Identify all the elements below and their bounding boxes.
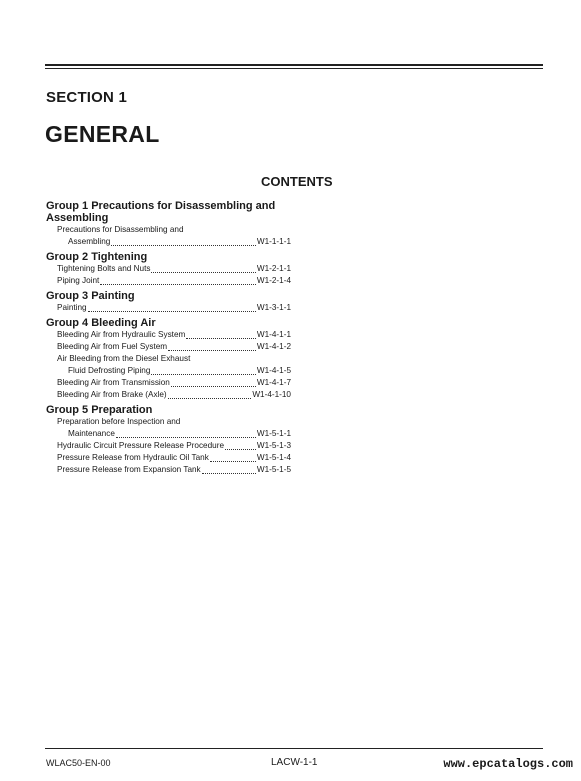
toc-entry-text: Bleeding Air from Brake (Axle) <box>57 390 167 399</box>
toc-entry <box>46 302 291 314</box>
toc-entry <box>46 464 291 476</box>
toc-leader-dots <box>151 272 256 273</box>
toc-entry <box>46 365 291 377</box>
toc-group <box>46 404 291 476</box>
toc-entry <box>46 329 291 341</box>
toc-group <box>46 200 291 248</box>
toc-entry <box>46 389 291 401</box>
toc-leader-dots <box>186 338 256 339</box>
toc-leader-dots <box>151 374 256 375</box>
toc-entry-page: W1-3-1-1 <box>256 303 291 312</box>
toc-entry-text: Tightening Bolts and Nuts <box>57 264 151 273</box>
toc-entry <box>46 353 291 365</box>
toc-entry <box>46 416 291 428</box>
toc-group-title: Group 3 Painting <box>46 290 135 302</box>
contents-heading: CONTENTS <box>261 174 333 189</box>
toc-entry <box>46 440 291 452</box>
toc-entry-text: Hydraulic Circuit Pressure Release Procedure <box>57 441 225 450</box>
toc-group-title: Group 4 Bleeding Air <box>46 317 156 329</box>
toc-entry <box>46 263 291 275</box>
toc-group <box>46 317 291 401</box>
toc-entry-page: W1-4-1-1 <box>256 330 291 339</box>
toc-entry-page: W1-5-1-4 <box>256 453 291 462</box>
watermark: www.epcatalogs.com <box>443 757 573 771</box>
toc-leader-dots <box>171 386 256 387</box>
toc-leader-dots <box>225 449 256 450</box>
section-title: GENERAL <box>45 121 160 147</box>
toc-entry <box>46 275 291 287</box>
top-rule-thin <box>45 68 543 69</box>
toc-leader-dots <box>210 461 256 462</box>
toc-entry-text: Bleeding Air from Fuel System <box>57 342 168 351</box>
toc-group-title: Group 5 Preparation <box>46 404 153 416</box>
toc-entry-page: W1-4-1-10 <box>252 390 291 399</box>
toc-group <box>46 251 291 287</box>
toc-leader-dots <box>168 398 251 399</box>
toc-entry-text: Bleeding Air from Hydraulic System <box>57 330 186 339</box>
toc-entry-page: W1-2-1-1 <box>256 264 291 273</box>
toc-leader-dots <box>116 437 256 438</box>
toc-entry-text: Maintenance <box>68 429 115 438</box>
toc-entry-page: W1-4-1-7 <box>256 378 291 387</box>
footer-doc-code: WLAC50-EN-00 <box>46 758 111 768</box>
toc-entry-text: Fluid Defrosting Piping <box>68 366 151 375</box>
toc-entry-page: W1-1-1-1 <box>256 237 291 246</box>
toc-entry <box>46 377 291 389</box>
toc-entry-page: W1-4-1-2 <box>256 342 291 351</box>
section-label: SECTION 1 <box>46 89 127 106</box>
toc-entry <box>46 452 291 464</box>
toc-entry-text: Pressure Release from Expansion Tank <box>57 465 201 474</box>
toc-entry <box>46 224 291 236</box>
toc-group-title: Group 1 Precautions for Disassembling and Assembling <box>46 200 276 224</box>
toc-entry-page: W1-5-1-1 <box>256 429 291 438</box>
toc-entry-text: Painting <box>57 303 87 312</box>
toc-entry-page: W1-5-1-5 <box>256 465 291 474</box>
toc-entry-text: Air Bleeding from the Diesel Exhaust <box>57 354 191 363</box>
toc-entry-text: Preparation before Inspection and <box>57 417 181 426</box>
footer-page-number: LACW-1-1 <box>271 757 318 768</box>
toc-leader-dots <box>88 311 256 312</box>
toc-entry-page: W1-4-1-5 <box>256 366 291 375</box>
toc-leader-dots <box>168 350 256 351</box>
toc-leader-dots <box>111 245 256 246</box>
toc-entry <box>46 341 291 353</box>
table-of-contents <box>46 200 291 479</box>
toc-entry-page: W1-5-1-3 <box>256 441 291 450</box>
toc-entry <box>46 428 291 440</box>
top-rule-thick <box>45 64 543 66</box>
toc-entry-text: Pressure Release from Hydraulic Oil Tank <box>57 453 209 462</box>
toc-entry-text: Assembling <box>68 237 111 246</box>
toc-entry-page: W1-2-1-4 <box>256 276 291 285</box>
toc-group-title: Group 2 Tightening <box>46 251 148 263</box>
toc-entry-text: Precautions for Disassembling and <box>57 225 184 234</box>
toc-leader-dots <box>202 473 256 474</box>
toc-entry-text: Bleeding Air from Transmission <box>57 378 170 387</box>
toc-leader-dots <box>100 284 256 285</box>
toc-entry-text: Piping Joint <box>57 276 100 285</box>
toc-entry <box>46 236 291 248</box>
bottom-rule <box>45 748 543 749</box>
toc-group <box>46 290 291 314</box>
